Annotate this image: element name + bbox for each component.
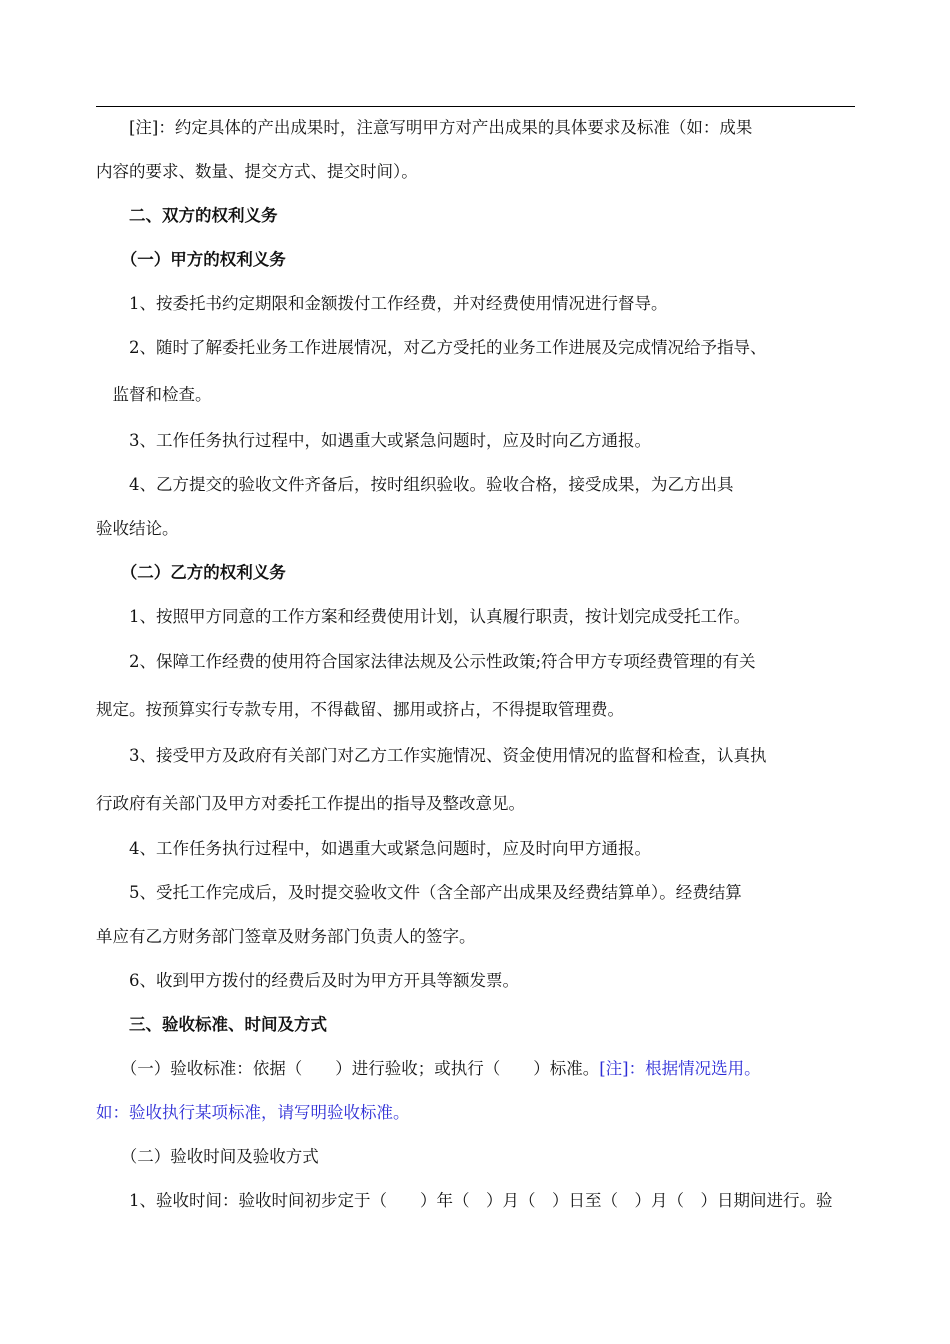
party-b-item-1: 1、按照甲方同意的工作方案和经费使用计划，认真履行职责，按计划完成受托工作。 xyxy=(96,607,750,626)
party-b-item-2-cont: 规定。按预算实行专款专用，不得截留、挪用或挤占，不得提取管理费。 xyxy=(96,700,624,719)
party-b-item-5: 5、受托工作完成后，及时提交验收文件（含全部产出成果及经费结算单）。经费结算 xyxy=(96,883,742,902)
party-b-item-3-cont: 行政府有关部门及甲方对委托工作提出的指导及整改意见。 xyxy=(96,794,525,813)
party-b-item-2: 2、保障工作经费的使用符合国家法律法规及公示性政策;符合甲方专项经费管理的有关 xyxy=(96,652,756,671)
party-a-item-1: 1、按委托书约定期限和金额拨付工作经费，并对经费使用情况进行督导。 xyxy=(96,294,668,313)
party-b-item-6: 6、收到甲方拨付的经费后及时为甲方开具等额发票。 xyxy=(96,971,519,990)
acceptance-standard-text: （一）验收标准：依据（ ）进行验收；或执行（ ）标准。 xyxy=(96,1059,600,1078)
acceptance-standard-line xyxy=(96,1058,856,1080)
acceptance-standard-note-cont: 如：验收执行某项标准，请写明验收标准。 xyxy=(96,1103,410,1122)
subsection-heading-party-b: （二）乙方的权利义务 xyxy=(96,563,286,582)
section-heading-3: 三、验收标准、时间及方式 xyxy=(96,1015,327,1034)
party-a-item-2: 2、随时了解委托业务工作进展情况，对乙方受托的业务工作进展及完成情况给予指导、 xyxy=(96,338,767,357)
party-b-item-5-cont: 单应有乙方财务部门签章及财务部门负责人的签字。 xyxy=(96,927,476,946)
section-heading-2: 二、双方的权利义务 xyxy=(96,206,278,225)
acceptance-standard-note: [注]：根据情况选用。 xyxy=(599,1059,761,1078)
party-a-item-3: 3、工作任务执行过程中，如遇重大或紧急问题时，应及时向乙方通报。 xyxy=(96,431,651,450)
party-b-item-4: 4、工作任务执行过程中，如遇重大或紧急问题时，应及时向甲方通报。 xyxy=(96,839,651,858)
subsection-heading-party-a: （一）甲方的权利义务 xyxy=(96,250,286,269)
party-a-item-2-cont: 监督和检查。 xyxy=(96,385,212,404)
subsection-heading-acceptance-time: （二）验收时间及验收方式 xyxy=(96,1147,319,1166)
note-line-1: [注]：约定具体的产出成果时，注意写明甲方对产出成果的具体要求及标准（如：成果 xyxy=(96,118,753,137)
party-a-item-4-cont: 验收结论。 xyxy=(96,519,179,538)
note-line-2: 内容的要求、数量、提交方式、提交时间）。 xyxy=(96,162,418,181)
party-a-item-4: 4、乙方提交的验收文件齐备后，按时组织验收。验收合格，接受成果，为乙方出具 xyxy=(96,475,734,494)
header-rule xyxy=(96,106,855,107)
acceptance-time-item-1: 1、验收时间：验收时间初步定于（ ）年（ ）月（ ）日至（ ）月（ ）日期间进行。验 xyxy=(96,1191,833,1210)
party-b-item-3: 3、接受甲方及政府有关部门对乙方工作实施情况、资金使用情况的监督和检查，认真执 xyxy=(96,746,767,765)
